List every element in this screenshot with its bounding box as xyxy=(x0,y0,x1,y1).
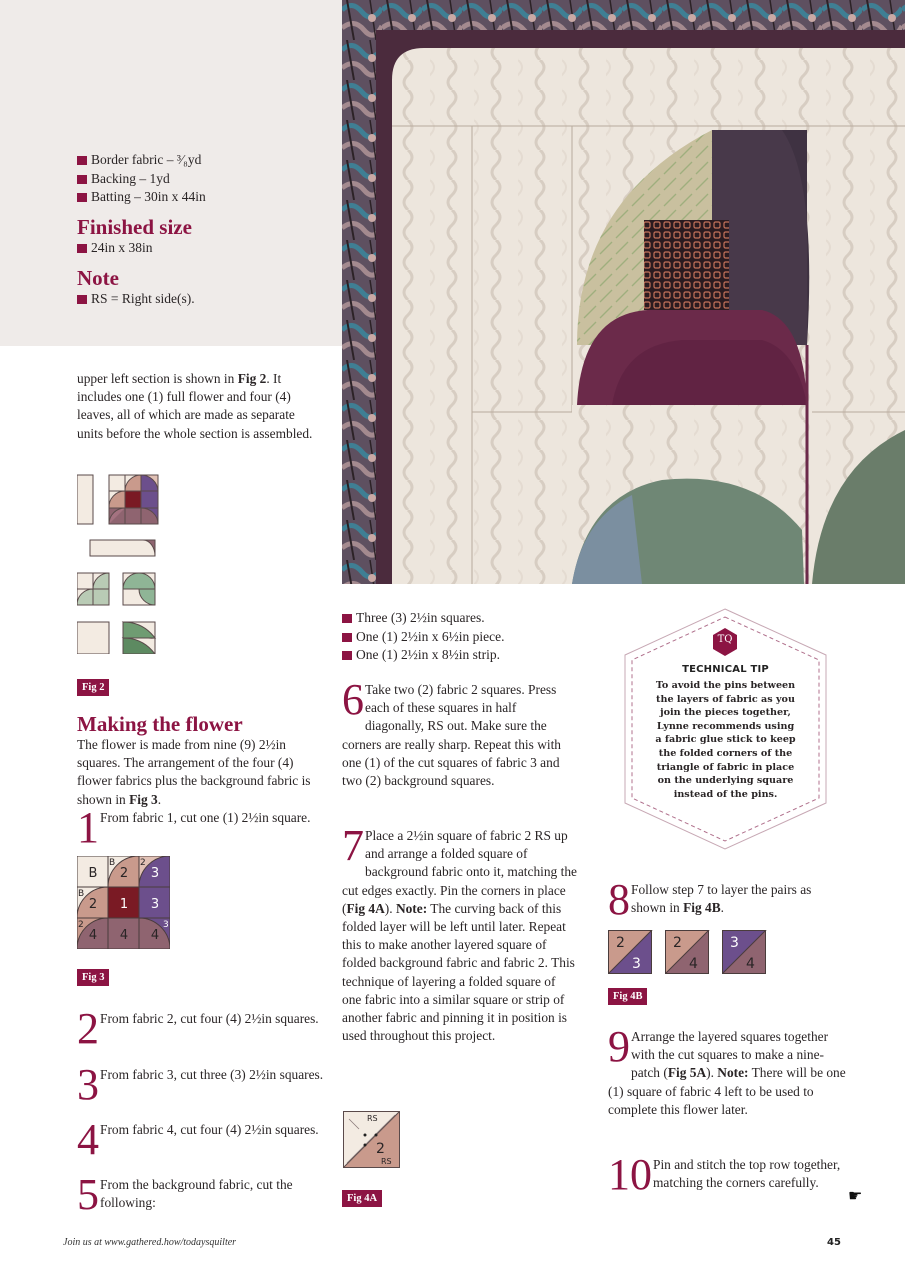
fig2-illustration xyxy=(77,474,167,654)
technical-tip-box xyxy=(623,607,828,851)
requirement-item: Border fabric – ³⁄₈yd xyxy=(77,151,337,170)
svg-text:B: B xyxy=(109,858,116,868)
fig4b-diagram xyxy=(608,930,768,974)
step-number: 9 xyxy=(608,1022,630,1071)
page-number: 45 xyxy=(827,1237,841,1248)
step-2 xyxy=(77,1004,327,1066)
making-flower-heading: Making the flower xyxy=(77,712,243,736)
svg-text:4: 4 xyxy=(150,928,160,943)
cut-item: One (1) 2½in x 8½in strip. xyxy=(342,646,582,665)
fig4a-illustration xyxy=(343,1111,400,1168)
step-5 xyxy=(77,1170,327,1219)
step-number: 1 xyxy=(77,802,99,852)
requirements-list xyxy=(77,151,337,207)
requirement-item: Backing – 1yd xyxy=(77,170,337,189)
fig3-diagram xyxy=(77,856,170,949)
svg-text:1: 1 xyxy=(119,897,129,912)
making-flower-text: The flower is made from nine (9) 2½in squares. The arrangement of the four (4) flower fabrics plus the background fabric is shown in Fig 3. xyxy=(77,737,311,807)
tq-badge: TQ xyxy=(717,634,733,645)
step-6 xyxy=(342,675,578,790)
step-number: 8 xyxy=(608,875,630,924)
note-list xyxy=(77,290,337,309)
background-cuts-list xyxy=(342,609,582,665)
intro-text: . It includes one (1) full flower and four (4) leaves, all of which are made as separate units before the whole section is assembled. xyxy=(77,371,313,441)
fig4a-label: Fig 4A xyxy=(342,1188,382,1207)
fig4a-diagram xyxy=(343,1111,400,1168)
note-label: Note: xyxy=(395,900,428,916)
svg-text:4: 4 xyxy=(689,956,698,972)
making-flower-section xyxy=(77,712,327,852)
step-text: From fabric 1, cut one (1) 2½in square. xyxy=(100,809,311,825)
tip-heading: TECHNICAL TIP xyxy=(682,664,769,675)
step-1 xyxy=(77,802,327,852)
svg-text:2: 2 xyxy=(673,935,682,951)
step-text: Place a 2½in square of fabric 2 RS up and arrange a folded square of background fabric onto it, matching the cut edges exactly. Pin the corners in place (Fig 4A). Note: The curving back of this folded layer will be left until later. Repeat this to make another layered square of folded background fabric and fabric 2. This technique of layering a folded square of one fabric into a similar square or strip of another fabric and pinning it in position is used throughout this project. xyxy=(342,828,577,1044)
step-text: From fabric 2, cut four (4) 2½in squares. xyxy=(100,1011,319,1026)
intro-paragraph xyxy=(77,370,322,443)
step-9 xyxy=(608,1022,848,1119)
svg-text:2: 2 xyxy=(616,935,625,951)
step-text: From the background fabric, cut the following: xyxy=(100,1177,293,1211)
step-text: Take two (2) fabric 2 squares. Press each of these squares in half diagonally, RS out. Make sure the corners are really sharp. Repeat this with one (1) of the cut squares of fabric 3 and two (2) background squares. xyxy=(342,682,562,789)
steps-2-5 xyxy=(77,1004,327,1219)
step-number: 7 xyxy=(342,821,364,870)
step-number: 4 xyxy=(77,1115,99,1164)
background-cuts xyxy=(342,609,582,665)
finished-size-heading: Finished size xyxy=(77,214,192,239)
quilt-photo-image xyxy=(342,0,905,584)
quilt-photo xyxy=(342,0,905,584)
svg-text:2: 2 xyxy=(140,858,146,868)
fig5a-ref: Fig 5A xyxy=(667,1065,707,1081)
step-7 xyxy=(342,821,578,1045)
fig4a-ref: Fig 4A xyxy=(346,900,385,916)
fig4b-label: Fig 4B xyxy=(608,986,647,1005)
finished-size-item: 24in x 38in xyxy=(77,239,337,258)
note-heading: Note xyxy=(77,266,119,290)
svg-text:RS: RS xyxy=(367,1114,378,1123)
cut-item: Three (3) 2½in squares. xyxy=(342,609,582,628)
fig2-diagram xyxy=(77,474,167,654)
step-text: From fabric 3, cut three (3) 2½in squares. xyxy=(100,1067,324,1082)
intro-line1: upper left section is shown in xyxy=(77,371,235,386)
svg-text:B: B xyxy=(88,866,98,881)
step-3 xyxy=(77,1060,327,1121)
svg-text:2: 2 xyxy=(78,920,84,930)
step-number: 5 xyxy=(77,1170,99,1219)
fig3-illustration xyxy=(77,856,170,949)
step-4 xyxy=(77,1115,327,1176)
footer-website: Join us at www.gathered.how/todaysquilter xyxy=(63,1237,237,1248)
fig2-label: Fig 2 xyxy=(77,677,109,696)
step-8 xyxy=(608,875,848,924)
svg-text:4: 4 xyxy=(88,928,98,943)
fig2-ref: Fig 2 xyxy=(237,371,267,386)
requirement-item: Batting – 30in x 44in xyxy=(77,188,337,207)
svg-text:B: B xyxy=(78,889,85,899)
svg-text:3: 3 xyxy=(150,897,160,912)
requirements-block xyxy=(77,151,337,309)
svg-text:4: 4 xyxy=(746,956,755,972)
svg-text:2: 2 xyxy=(88,897,98,912)
fig3-label: Fig 3 xyxy=(77,967,109,986)
note-item: RS = Right side(s). xyxy=(77,290,337,309)
svg-text:2: 2 xyxy=(376,1141,385,1157)
tip-text: To avoid the pins between the layers of fabric as you join the pieces together, Lynne recommends using a fabric glue stick to keep the folded corners of the triangle of fabric in place on the underlying square instead of the pins. xyxy=(655,680,796,800)
continue-pointer-icon: ☛ xyxy=(848,1188,863,1205)
svg-text:3: 3 xyxy=(163,920,169,930)
step-number: 10 xyxy=(608,1150,652,1199)
svg-text:3: 3 xyxy=(150,866,160,881)
svg-text:RS: RS xyxy=(381,1157,392,1166)
step-text: From fabric 4, cut four (4) 2½in squares. xyxy=(100,1122,319,1137)
step-number: 2 xyxy=(77,1004,99,1053)
step-text: Follow step 7 to layer the pairs as shown in Fig 4B. xyxy=(631,882,812,916)
svg-text:4: 4 xyxy=(119,928,129,943)
step-text: Arrange the layered squares together with the cut squares to make a nine-patch (Fig 5A). Note: There will be one (1) square of fabric 4 left to be used to complete this flower later. xyxy=(608,1029,846,1117)
fig4b-ref: Fig 4B xyxy=(683,900,721,916)
svg-text:3: 3 xyxy=(632,956,641,972)
step-text: Pin and stitch the top row together, matching the corners carefully. xyxy=(653,1157,841,1191)
fig4b-illustration xyxy=(608,930,768,974)
step-10 xyxy=(608,1150,848,1199)
cut-item: One (1) 2½in x 6½in piece. xyxy=(342,628,582,647)
note-label: Note: xyxy=(717,1065,749,1081)
fig3-ref: Fig 3 xyxy=(129,791,158,807)
step-number: 3 xyxy=(77,1060,99,1109)
step-number: 6 xyxy=(342,675,364,724)
finished-size-list xyxy=(77,239,337,258)
svg-text:2: 2 xyxy=(119,866,129,881)
svg-text:3: 3 xyxy=(730,935,739,951)
